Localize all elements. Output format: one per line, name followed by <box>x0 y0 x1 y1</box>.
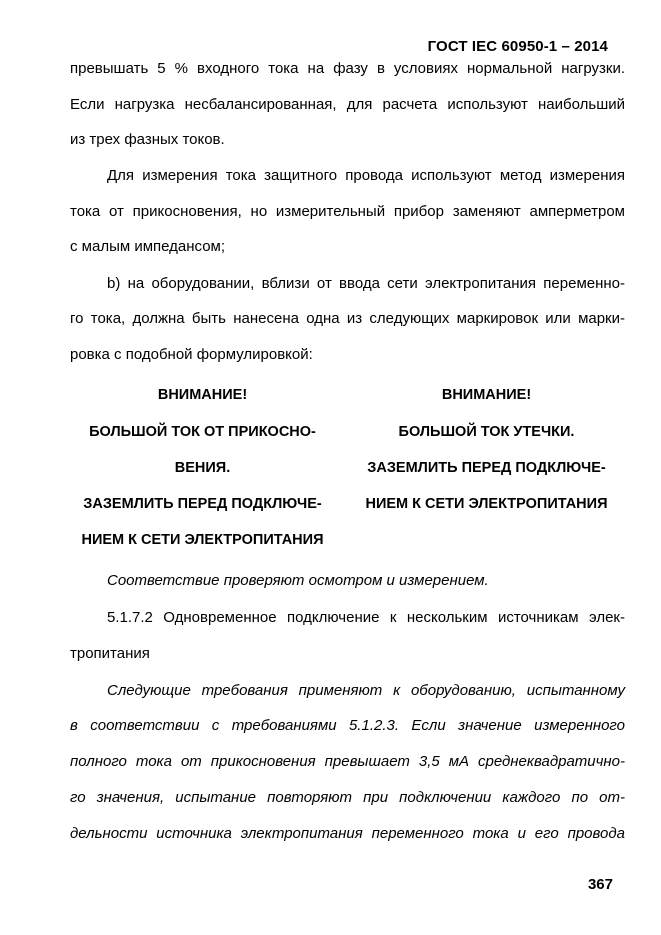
warning-left-line: ВЕНИЯ. <box>174 460 231 476</box>
body-text-line: b) на оборудовании, вблизи от ввода сети электропитания переменно- <box>107 275 625 292</box>
italic-text-line: Следующие требования применяют к оборудованию, испытанному <box>107 682 625 699</box>
body-text-line: с малым импедансом; <box>70 238 226 255</box>
page-number: 367 <box>587 876 613 893</box>
warning-right-line: ВНИМАНИЕ! <box>441 387 532 403</box>
body-text-line: тока от прикосновения, но измерительный прибор заменяют амперметром <box>70 203 625 220</box>
italic-text-line: го значения, испытание повторяют при подключении каждого по от- <box>70 789 625 806</box>
warning-right-line: БОЛЬШОЙ ТОК УТЕЧКИ. <box>398 424 575 440</box>
body-text-line: Если нагрузка несбалансированная, для расчета используют наибольший <box>70 96 625 113</box>
section-heading-line: тропитания <box>70 645 150 662</box>
body-text-line: го тока, должна быть нанесена одна из следующих маркировок или марки- <box>70 310 625 327</box>
italic-text-line: в соответствии с требованиями 5.1.2.3. Если значение измеренного <box>70 717 625 734</box>
body-text-line: ровка с подобной формулировкой: <box>70 346 313 363</box>
warning-right-line: НИЕМ К СЕТИ ЭЛЕКТРОПИТАНИЯ <box>365 496 608 512</box>
warning-left-line: ВНИМАНИЕ! <box>157 387 248 403</box>
body-text-line: превышать 5 % входного тока на фазу в условиях нормальной нагрузки. <box>70 60 625 77</box>
body-text-line: Для измерения тока защитного провода используют метод измерения <box>107 167 625 184</box>
body-text-line: из трех фазных токов. <box>70 131 225 148</box>
warning-left-line: БОЛЬШОЙ ТОК ОТ ПРИКОСНО- <box>89 424 316 440</box>
warning-left-line: ЗАЗЕМЛИТЬ ПЕРЕД ПОДКЛЮЧЕ- <box>83 496 322 512</box>
compliance-note: Соответствие проверяют осмотром и измерением. <box>107 572 489 589</box>
section-heading-line: 5.1.7.2 Одновременное подключение к нескольким источникам элек- <box>107 609 625 626</box>
warning-left-line: НИЕМ К СЕТИ ЭЛЕКТРОПИТАНИЯ <box>81 532 324 548</box>
italic-text-line: полного тока от прикосновения превышает 3,5 мА среднеквадратично- <box>70 753 625 770</box>
document-code-header: ГОСТ IEC 60950-1 – 2014 <box>427 38 608 55</box>
warning-right-line: ЗАЗЕМЛИТЬ ПЕРЕД ПОДКЛЮЧЕ- <box>367 460 606 476</box>
italic-text-line: дельности источника электропитания переменного тока и его провода <box>70 825 625 842</box>
